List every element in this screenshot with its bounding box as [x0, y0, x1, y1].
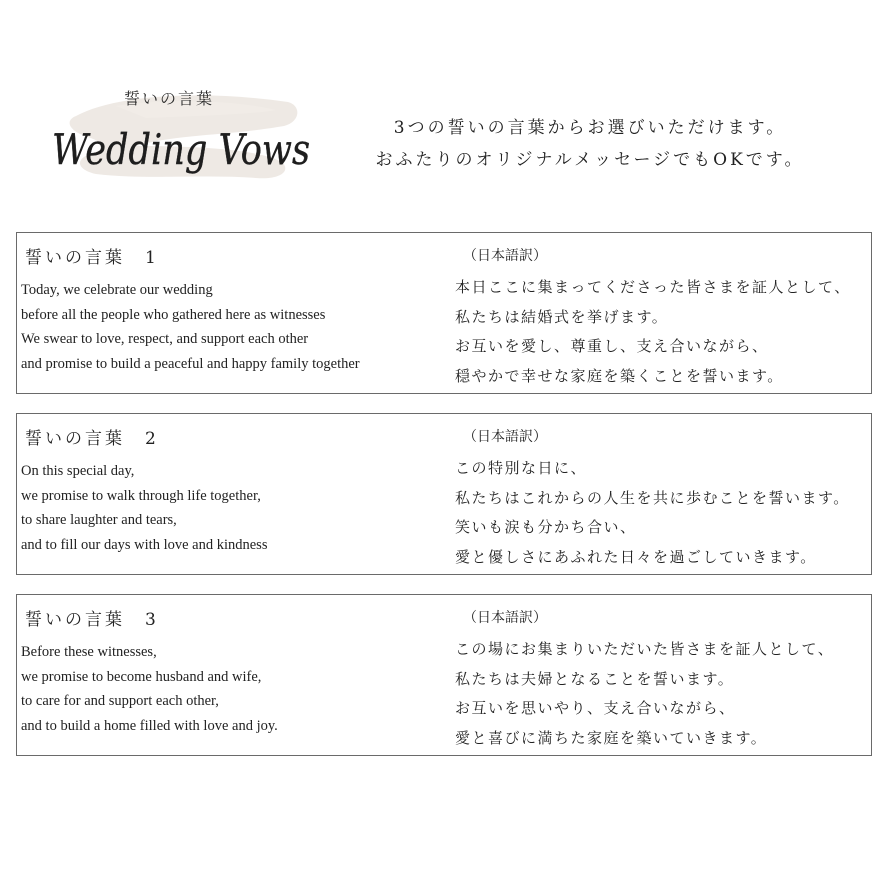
vow-english-line: and to build a home filled with love and joy.: [21, 717, 278, 734]
vow-japanese-line: お互いを思いやり、支え合いながら、: [455, 699, 736, 717]
vow-english-text: [21, 459, 451, 557]
vow-english-line: before all the people who gathered here as witnesses: [21, 306, 326, 323]
intro-line: 3つの誓いの言葉からお選びいただけます。: [393, 118, 787, 138]
vow-japanese-line: 愛と喜びに満ちた家庭を築いていきます。: [455, 728, 768, 747]
vow-english-line: Today, we celebrate our wedding: [21, 282, 213, 298]
vow-japanese-line: 私たちは夫婦となることを誓います。: [455, 669, 735, 688]
vow-box-1: [16, 232, 872, 394]
vow-japanese-label: （日本語訳）: [463, 610, 547, 626]
vow-english-line: and to fill our days with love and kindness: [21, 536, 268, 553]
vow-japanese-line: 私たちは結婚式を挙げます。: [455, 307, 669, 326]
vow-english-text: [21, 278, 451, 376]
vow-japanese-label: （日本語訳）: [463, 248, 547, 264]
intro-text: [340, 112, 840, 176]
vow-heading: 誓いの言葉 2: [25, 429, 159, 449]
vow-japanese-label: （日本語訳）: [463, 429, 547, 445]
vow-english-line: Before these witnesses,: [21, 644, 157, 660]
vow-english-line: we promise to become husband and wife,: [21, 668, 262, 685]
vow-box-3: [16, 594, 872, 756]
vow-english-line: to share laughter and tears,: [21, 512, 177, 528]
script-title-text: Wedding Vows: [52, 125, 310, 174]
vow-japanese-line: この場にお集まりいただいた皆さまを証人として、: [455, 640, 835, 658]
vow-japanese-line: 私たちはこれからの人生を共に歩むことを誓います。: [455, 488, 850, 507]
vow-japanese-text: [455, 454, 869, 572]
vow-japanese-line: 笑いも涙も分かち合い、: [455, 518, 637, 536]
vow-japanese-line: 穏やかで幸せな家庭を築くことを誓います。: [455, 366, 784, 385]
vow-english-line: We swear to love, respect, and support each other: [21, 331, 309, 347]
vow-japanese-line: 本日ここに集まってくださった皆さまを証人として、: [455, 278, 851, 296]
vow-japanese-line: お互いを愛し、尊重し、支え合いながら、: [455, 337, 769, 355]
vow-japanese-text: [455, 273, 869, 391]
vow-english-line: On this special day,: [21, 463, 135, 479]
vow-heading: 誓いの言葉 3: [25, 610, 159, 630]
vow-english-text: [21, 640, 451, 738]
vow-japanese-line: この特別な日に、: [455, 459, 588, 477]
vow-english-line: and promise to build a peaceful and happy family together: [21, 355, 360, 372]
vow-english-line: to care for and support each other,: [21, 693, 219, 709]
vow-japanese-text: [455, 635, 869, 753]
vow-box-2: [16, 413, 872, 575]
intro-line: おふたりのオリジナルメッセージでもOKです。: [375, 150, 805, 170]
vow-japanese-line: 愛と優しさにあふれた日々を過ごしていきます。: [455, 547, 817, 566]
vow-english-line: we promise to walk through life together,: [21, 487, 261, 504]
wedding-vows-script-title: [48, 108, 318, 188]
vow-heading: 誓いの言葉 1: [25, 248, 159, 268]
header-kicker: 誓いの言葉: [124, 89, 215, 108]
